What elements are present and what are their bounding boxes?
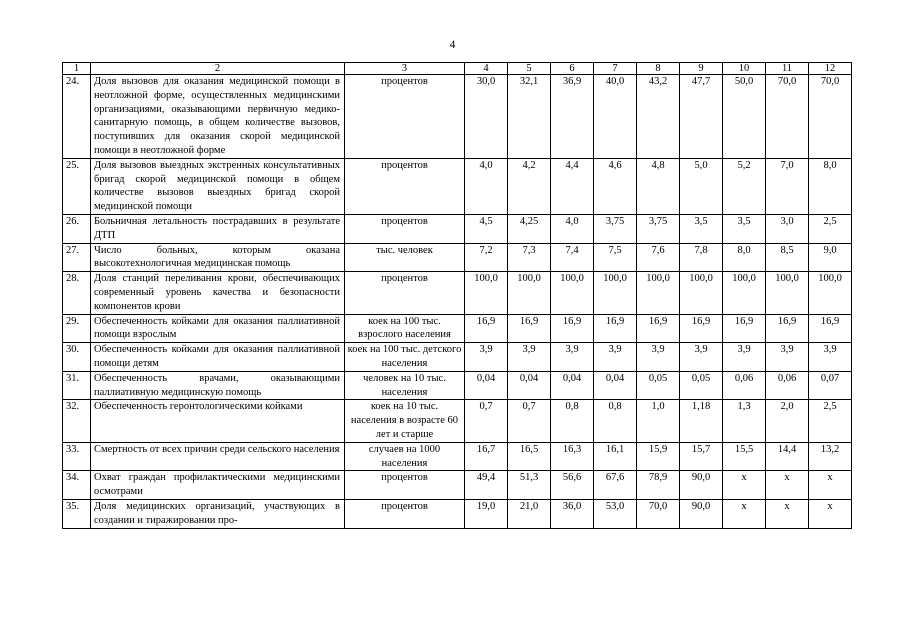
indicator-value: 51,3 — [508, 471, 551, 500]
indicator-value: 9,0 — [809, 243, 852, 272]
indicator-value: 16,9 — [723, 314, 766, 343]
column-header: 10 — [723, 63, 766, 75]
indicator-value: 4,8 — [637, 158, 680, 214]
table-row — [63, 314, 852, 343]
header-row — [63, 63, 852, 75]
indicator-value: х — [723, 499, 766, 528]
indicator-value: 90,0 — [680, 499, 723, 528]
indicator-value: 3,9 — [766, 343, 809, 372]
unit-of-measure: процентов — [345, 214, 465, 243]
indicator-value: 0,04 — [594, 371, 637, 400]
indicator-value: 16,9 — [766, 314, 809, 343]
indicator-value: 14,4 — [766, 442, 809, 471]
indicator-name: Смертность от всех причин среди сельского населения — [91, 442, 345, 471]
indicator-value: 36,0 — [551, 499, 594, 528]
row-number: 27. — [63, 243, 91, 272]
table-row — [63, 214, 852, 243]
indicator-value: 16,9 — [508, 314, 551, 343]
row-number: 34. — [63, 471, 91, 500]
indicator-value: 13,2 — [809, 442, 852, 471]
indicator-value: 100,0 — [809, 272, 852, 314]
column-header: 7 — [594, 63, 637, 75]
indicator-value: 53,0 — [594, 499, 637, 528]
indicator-value: 3,9 — [723, 343, 766, 372]
unit-of-measure: коек на 10 тыс. населения в возрасте 60 лет и старше — [345, 400, 465, 442]
indicator-value: 3,75 — [637, 214, 680, 243]
indicator-value: 7,4 — [551, 243, 594, 272]
indicator-value: 1,0 — [637, 400, 680, 442]
indicator-value: 2,5 — [809, 400, 852, 442]
indicator-value: 7,3 — [508, 243, 551, 272]
indicator-value: 32,1 — [508, 75, 551, 159]
indicator-value: 49,4 — [465, 471, 508, 500]
indicator-value: 4,5 — [465, 214, 508, 243]
indicator-value: 3,9 — [594, 343, 637, 372]
indicator-value: 100,0 — [680, 272, 723, 314]
indicator-value: х — [723, 471, 766, 500]
indicator-value: 7,2 — [465, 243, 508, 272]
indicator-value: 100,0 — [551, 272, 594, 314]
table-row — [63, 471, 852, 500]
indicator-value: 7,6 — [637, 243, 680, 272]
indicator-value: 5,0 — [680, 158, 723, 214]
indicator-name: Доля медицинских организаций, участвующих в создании и тиражировании про- — [91, 499, 345, 528]
indicator-value: 16,9 — [809, 314, 852, 343]
indicator-name: Обеспеченность койками для оказания паллиативной помощи детям — [91, 343, 345, 372]
indicator-value: 16,9 — [465, 314, 508, 343]
indicator-value: 3,9 — [465, 343, 508, 372]
indicator-value: 3,5 — [723, 214, 766, 243]
row-number: 29. — [63, 314, 91, 343]
indicator-value: 15,5 — [723, 442, 766, 471]
row-number: 33. — [63, 442, 91, 471]
indicator-value: 4,6 — [594, 158, 637, 214]
indicator-value: 3,9 — [508, 343, 551, 372]
indicator-value: 16,9 — [594, 314, 637, 343]
unit-of-measure: случаев на 1000 населения — [345, 442, 465, 471]
indicator-value: 8,5 — [766, 243, 809, 272]
unit-of-measure: коек на 100 тыс. детского населения — [345, 343, 465, 372]
indicator-value: 100,0 — [723, 272, 766, 314]
indicator-name: Охват граждан профилактическими медицинскими осмотрами — [91, 471, 345, 500]
indicator-name: Больничная летальность пострадавших в результате ДТП — [91, 214, 345, 243]
table-row — [63, 243, 852, 272]
indicator-value: 7,8 — [680, 243, 723, 272]
unit-of-measure: процентов — [345, 471, 465, 500]
column-header: 5 — [508, 63, 551, 75]
indicator-value: х — [766, 499, 809, 528]
column-header: 6 — [551, 63, 594, 75]
indicator-value: 0,06 — [766, 371, 809, 400]
indicator-value: 1,3 — [723, 400, 766, 442]
table-row — [63, 400, 852, 442]
indicator-value: 100,0 — [637, 272, 680, 314]
indicator-value: 0,7 — [465, 400, 508, 442]
indicator-value: 0,04 — [508, 371, 551, 400]
indicator-value: 19,0 — [465, 499, 508, 528]
column-header: 4 — [465, 63, 508, 75]
indicator-value: 4,0 — [465, 158, 508, 214]
unit-of-measure: процентов — [345, 75, 465, 159]
indicator-value: 67,6 — [594, 471, 637, 500]
indicator-value: 16,9 — [637, 314, 680, 343]
indicator-value: 56,6 — [551, 471, 594, 500]
indicator-value: 2,5 — [809, 214, 852, 243]
row-number: 26. — [63, 214, 91, 243]
indicator-value: 16,1 — [594, 442, 637, 471]
indicator-value: 0,05 — [680, 371, 723, 400]
indicator-name: Доля станций переливания крови, обеспечивающих современный уровень качества и безопасности компонентов крови — [91, 272, 345, 314]
table-row — [63, 499, 852, 528]
table-row — [63, 442, 852, 471]
indicator-value: 1,18 — [680, 400, 723, 442]
row-number: 25. — [63, 158, 91, 214]
indicator-value: 100,0 — [508, 272, 551, 314]
indicator-value: 16,9 — [551, 314, 594, 343]
indicator-value: 0,04 — [551, 371, 594, 400]
indicator-value: 3,9 — [680, 343, 723, 372]
row-number: 28. — [63, 272, 91, 314]
indicator-value: 0,05 — [637, 371, 680, 400]
indicator-value: 5,2 — [723, 158, 766, 214]
column-header: 2 — [91, 63, 345, 75]
page-number: 4 — [449, 39, 456, 51]
table-row — [63, 371, 852, 400]
indicator-value: 100,0 — [465, 272, 508, 314]
indicator-value: 3,0 — [766, 214, 809, 243]
unit-of-measure: человек на 10 тыс. населения — [345, 371, 465, 400]
indicator-value: 70,0 — [766, 75, 809, 159]
indicator-value: 0,06 — [723, 371, 766, 400]
indicator-value: х — [766, 471, 809, 500]
indicator-value: 3,5 — [680, 214, 723, 243]
indicator-value: 16,9 — [680, 314, 723, 343]
row-number: 30. — [63, 343, 91, 372]
row-number: 35. — [63, 499, 91, 528]
indicator-name: Обеспеченность геронтологическими койками — [91, 400, 345, 442]
column-header: 9 — [680, 63, 723, 75]
indicator-value: 100,0 — [766, 272, 809, 314]
indicator-value: 0,8 — [551, 400, 594, 442]
indicator-value: 30,0 — [465, 75, 508, 159]
indicator-value: 2,0 — [766, 400, 809, 442]
indicator-value: 0,07 — [809, 371, 852, 400]
indicator-value: 16,3 — [551, 442, 594, 471]
indicator-value: 78,9 — [637, 471, 680, 500]
unit-of-measure: тыс. человек — [345, 243, 465, 272]
column-header: 1 — [63, 63, 91, 75]
indicator-name: Число больных, которым оказана высокотехнологичная медицинская помощь — [91, 243, 345, 272]
indicator-value: 15,7 — [680, 442, 723, 471]
indicator-value: 16,5 — [508, 442, 551, 471]
row-number: 31. — [63, 371, 91, 400]
indicator-value: 8,0 — [723, 243, 766, 272]
indicator-value: 21,0 — [508, 499, 551, 528]
indicator-name: Доля вызовов выездных экстренных консультативных бригад скорой медицинской помощи в общем количестве вызовов выездных бригад скорой медицинской помощи — [91, 158, 345, 214]
indicator-value: 8,0 — [809, 158, 852, 214]
indicator-name: Обеспеченность койками для оказания паллиативной помощи взрослым — [91, 314, 345, 343]
row-number: 24. — [63, 75, 91, 159]
indicator-value: 43,2 — [637, 75, 680, 159]
indicator-value: 3,75 — [594, 214, 637, 243]
indicator-value: 3,9 — [637, 343, 680, 372]
column-header: 11 — [766, 63, 809, 75]
indicator-value: 7,0 — [766, 158, 809, 214]
indicator-value: 50,0 — [723, 75, 766, 159]
indicator-value: 4,0 — [551, 214, 594, 243]
column-header: 12 — [809, 63, 852, 75]
indicator-value: 16,7 — [465, 442, 508, 471]
indicator-value: 100,0 — [594, 272, 637, 314]
indicator-value: 3,9 — [809, 343, 852, 372]
indicator-value: 70,0 — [637, 499, 680, 528]
indicator-value: 7,5 — [594, 243, 637, 272]
indicator-value: х — [809, 499, 852, 528]
table-row — [63, 272, 852, 314]
indicator-value: 47,7 — [680, 75, 723, 159]
indicator-value: 40,0 — [594, 75, 637, 159]
unit-of-measure: коек на 100 тыс. взрослого населения — [345, 314, 465, 343]
table-row — [63, 75, 852, 159]
indicator-value: 15,9 — [637, 442, 680, 471]
indicator-value: х — [809, 471, 852, 500]
indicator-value: 4,2 — [508, 158, 551, 214]
unit-of-measure: процентов — [345, 499, 465, 528]
unit-of-measure: процентов — [345, 158, 465, 214]
table-row — [63, 158, 852, 214]
column-header: 3 — [345, 63, 465, 75]
row-number: 32. — [63, 400, 91, 442]
indicator-value: 70,0 — [809, 75, 852, 159]
indicator-value: 4,4 — [551, 158, 594, 214]
unit-of-measure: процентов — [345, 272, 465, 314]
indicator-value: 0,04 — [465, 371, 508, 400]
indicator-name: Обеспеченность врачами, оказывающими паллиативную медицинскую помощь — [91, 371, 345, 400]
column-header: 8 — [637, 63, 680, 75]
table-row — [63, 343, 852, 372]
indicator-value: 36,9 — [551, 75, 594, 159]
indicator-value: 0,7 — [508, 400, 551, 442]
indicator-value: 3,9 — [551, 343, 594, 372]
indicator-value: 4,25 — [508, 214, 551, 243]
indicator-value: 0,8 — [594, 400, 637, 442]
indicators-table — [62, 62, 852, 529]
indicator-value: 90,0 — [680, 471, 723, 500]
indicator-name: Доля вызовов для оказания медицинской помощи в неотложной форме, осуществленных медицинскими организациями, оказывающими первичную медико-санитарную помощь, в общем количестве вызовов, поступивших для оказания скорой медицинской помощи в неотложной форме — [91, 75, 345, 159]
